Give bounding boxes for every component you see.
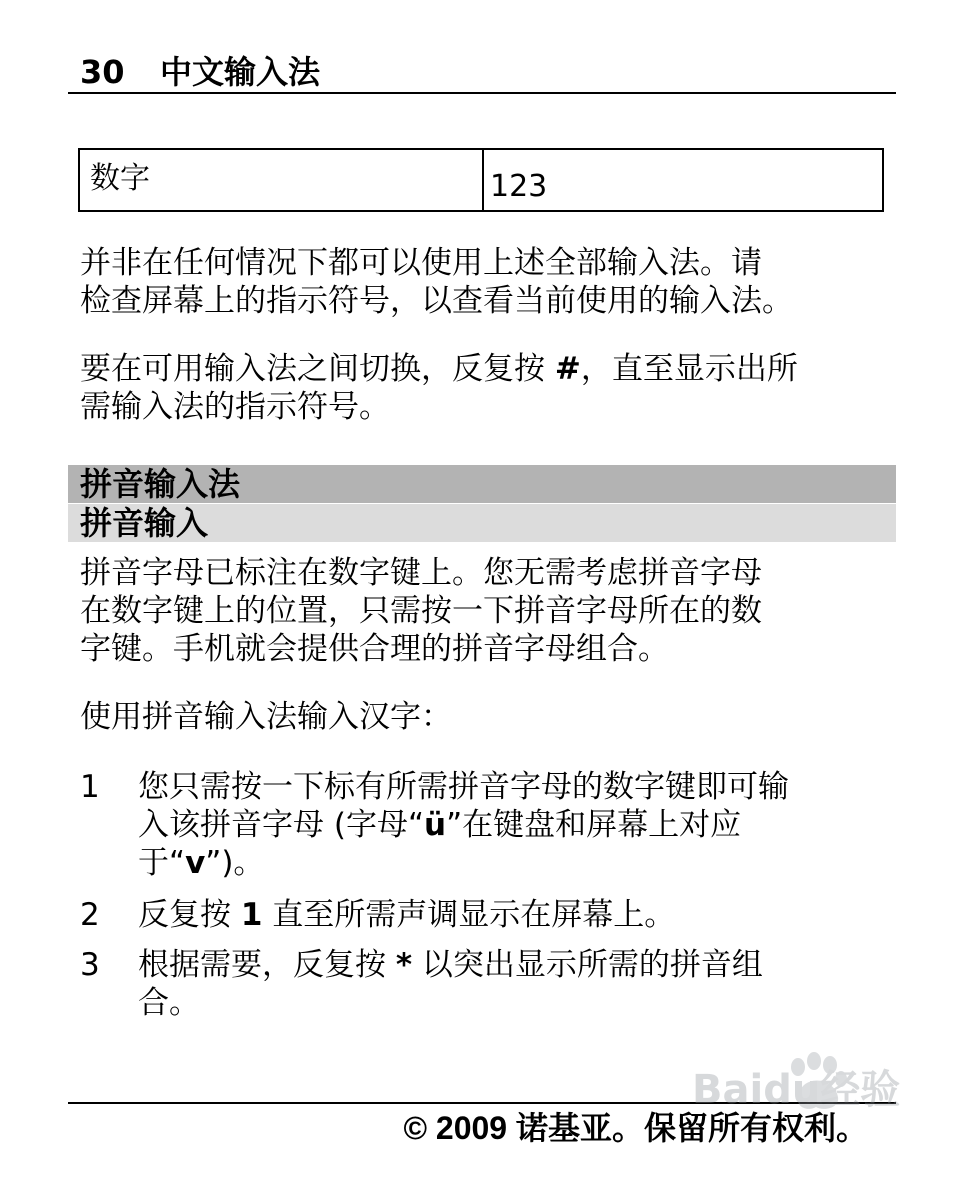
step-number: 1 — [80, 769, 100, 805]
pinyin-description — [80, 554, 890, 668]
switch-paragraph — [80, 350, 890, 426]
list-item — [80, 768, 890, 882]
step-number: 2 — [80, 897, 100, 933]
step-text: 反复按 1 直至所需声调显示在屏幕上。 — [138, 897, 676, 933]
switch-line-1-post: ，直至显示出所 — [580, 351, 798, 387]
page-number: 30 — [80, 53, 125, 91]
step-text: 根据需要，反复按 * 以突出显示所需的拼音组 合。 — [138, 947, 763, 1021]
desc-line-1: 拼音字母已标注在数字键上。您无需考虑拼音字母 — [80, 555, 762, 591]
intro-line-1: 并非在任何情况下都可以使用上述全部输入法。请 — [80, 245, 762, 281]
section-heading: 拼音输入法 — [68, 465, 896, 503]
input-mode-table — [78, 148, 884, 212]
chapter-title: 中文输入法 — [160, 53, 321, 91]
page-header — [68, 44, 896, 94]
baidu-watermark — [686, 1045, 906, 1125]
hash-key: # — [554, 351, 581, 387]
desc-line-3: 字键。手机就会提供合理的拼音字母组合。 — [80, 631, 669, 667]
step-number: 3 — [80, 947, 100, 983]
copyright-notice: © 2009 诺基亚。保留所有权利。 — [403, 1110, 868, 1146]
usage-intro: 使用拼音输入法输入汉字： — [80, 699, 452, 735]
switch-line-1-pre: 要在可用输入法之间切换，反复按 — [80, 351, 555, 387]
switch-line-2: 需输入法的指示符号。 — [80, 389, 390, 425]
step-text: 您只需按一下标有所需拼音字母的数字键即可输 入该拼音字母 (字母“ü”在键盘和屏幕上对应 于“v”)。 — [138, 769, 789, 881]
table-cell-mode: 数字 — [80, 150, 484, 210]
intro-paragraph — [80, 244, 890, 320]
list-item — [80, 946, 890, 1022]
desc-line-2: 在数字键上的位置，只需按一下拼音字母所在的数 — [80, 593, 762, 629]
table-cell-indicator: 123 — [490, 169, 548, 204]
intro-line-2: 检查屏幕上的指示符号，以查看当前使用的输入法。 — [80, 283, 793, 319]
section-subheading: 拼音输入 — [68, 504, 896, 542]
list-item — [80, 896, 890, 934]
watermark-text: Baidu经验 — [692, 1067, 901, 1113]
